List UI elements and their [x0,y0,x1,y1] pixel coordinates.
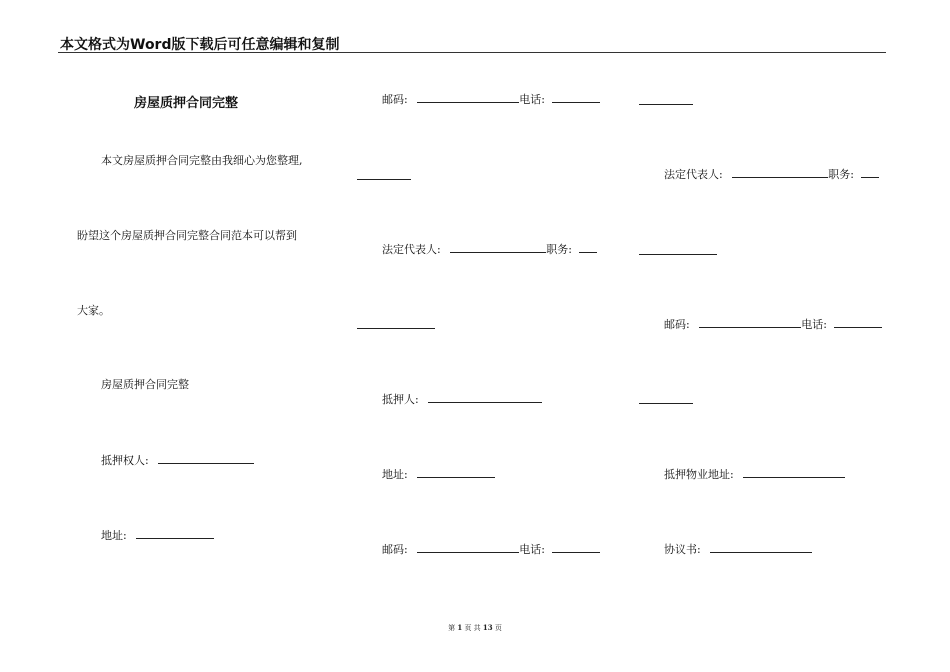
phone-blank-2 [552,542,600,553]
document-title: 房屋质押合同完整 [134,96,239,111]
intro-line-2: 盼望这个房屋质押合同完整合同范本可以帮到 [77,229,297,242]
intro-line-3: 大家。 [77,304,110,317]
address-field-1 [101,528,214,543]
page-number-footer [0,623,950,633]
contract-subtitle: 房屋质押合同完整 [101,378,189,391]
pledgor-label: 抵押人: [382,393,419,406]
continuation-blank-2 [357,328,435,329]
phone-blank-1 [552,92,600,103]
phone-label-2: 电话: [519,543,545,556]
postcode-blank-2 [417,542,519,553]
legal-rep-blank-2 [732,167,828,178]
address-blank-2 [417,467,495,478]
position-blank-1 [579,242,597,253]
property-address-label: 抵押物业地址: [664,468,734,481]
legal-rep-field-1 [382,242,597,257]
phone-label-3: 电话: [801,318,827,331]
continuation-blank-4 [639,254,717,255]
continuation-blank-3 [639,104,693,105]
postcode-label-1: 邮码: [382,93,408,106]
phone-label-1: 电话: [519,93,545,106]
address-field-2 [382,467,495,482]
postcode-blank-3 [699,317,801,328]
postcode-phone-field-2 [382,542,600,557]
page-mid: 页 共 [464,624,481,632]
legal-rep-label-2: 法定代表人: [664,168,723,181]
property-address-field [664,467,845,482]
agreement-label: 协议书: [664,543,701,556]
position-label-2: 职务: [828,168,854,181]
postcode-phone-field-3 [664,317,882,332]
continuation-blank-1 [357,179,411,180]
page-current: 1 [457,623,463,632]
postcode-label-3: 邮码: [664,318,690,331]
legal-rep-field-2 [664,167,879,182]
address-label-1: 地址: [101,529,127,542]
phone-blank-3 [834,317,882,328]
pledgee-blank [158,453,254,464]
pledgee-field [101,453,254,468]
position-blank-2 [861,167,879,178]
header-divider [58,52,886,53]
position-label-1: 职务: [546,243,572,256]
document-header: 本文格式为Word版下载后可任意编辑和复制 [60,37,340,53]
postcode-phone-field-1 [382,92,600,107]
intro-line-1: 本文房屋质押合同完整由我细心为您整理, [101,154,303,167]
address-label-2: 地址: [382,468,408,481]
postcode-label-2: 邮码: [382,543,408,556]
pledgor-blank [428,392,542,403]
pledgee-label: 抵押权人: [101,454,149,467]
property-address-blank [743,467,845,478]
page-total: 13 [482,623,493,632]
legal-rep-blank-1 [450,242,546,253]
agreement-field [664,542,812,557]
agreement-blank [710,542,812,553]
address-blank-1 [136,528,214,539]
page-prefix: 第 [448,624,456,632]
pledgor-field [382,392,542,407]
continuation-blank-5 [639,403,693,404]
page-suffix: 页 [494,624,502,632]
postcode-blank-1 [417,92,519,103]
legal-rep-label-1: 法定代表人: [382,243,441,256]
